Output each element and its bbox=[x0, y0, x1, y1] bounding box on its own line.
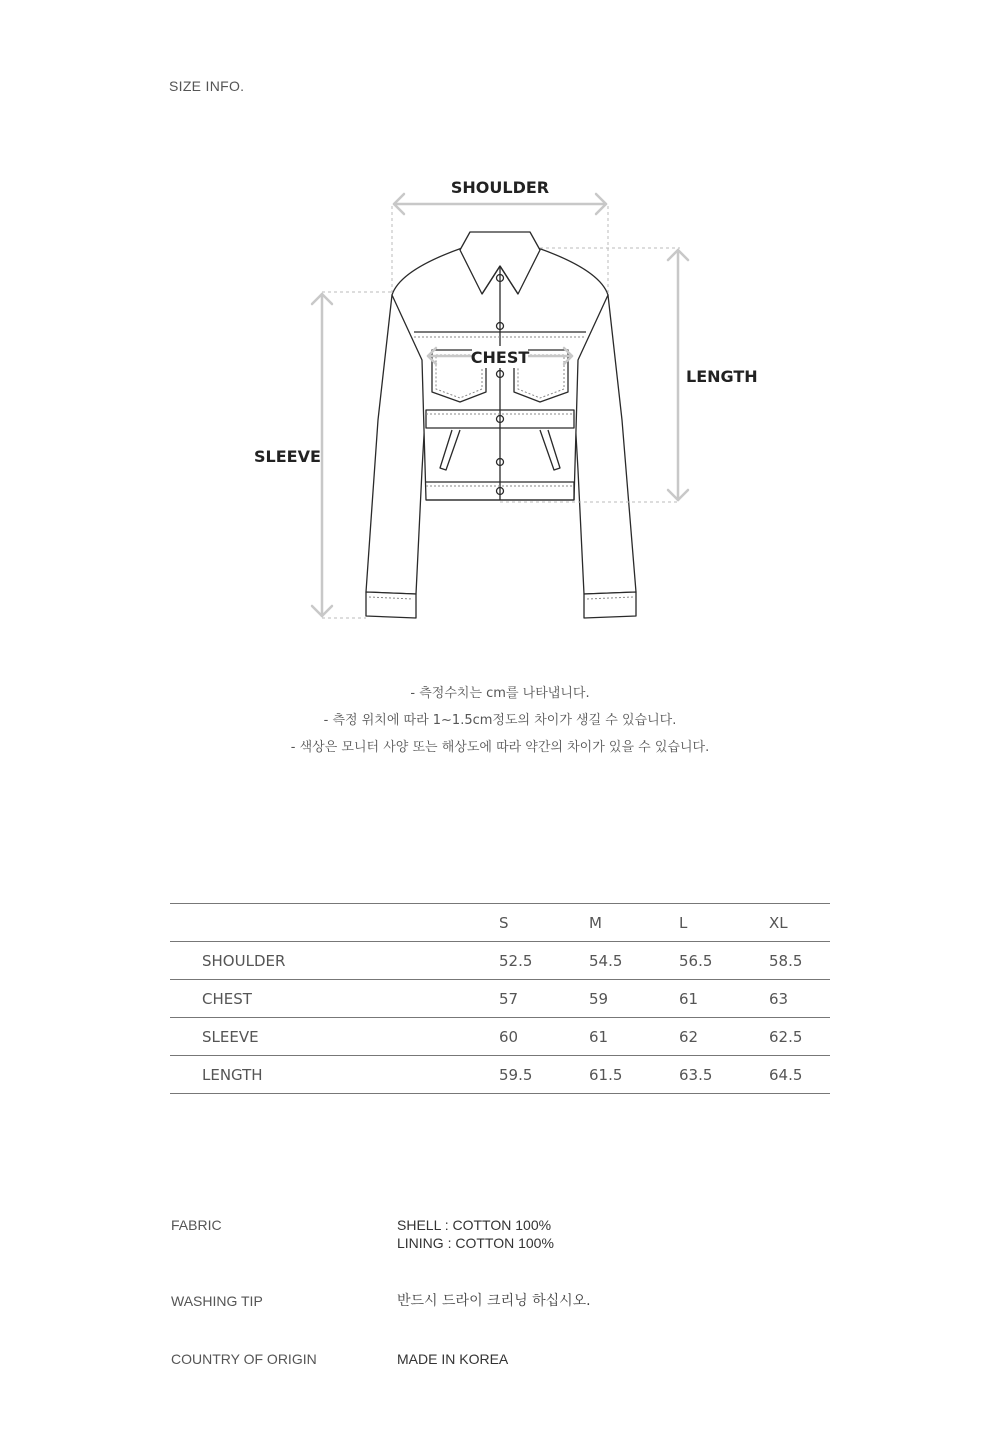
table-cell: 52.5 bbox=[499, 942, 589, 980]
country-of-origin-label: COUNTRY OF ORIGIN bbox=[171, 1351, 317, 1367]
washing-tip-value: 반드시 드라이 크리닝 하십시오. bbox=[397, 1293, 591, 1309]
table-header-row bbox=[170, 904, 830, 942]
header-cell-xl: XL bbox=[769, 904, 830, 942]
fabric-shell: SHELL : COTTON 100% bbox=[397, 1217, 552, 1233]
table-cell: 59 bbox=[589, 980, 679, 1018]
row-label: SLEEVE bbox=[170, 1018, 499, 1056]
measurement-notes bbox=[0, 680, 1000, 761]
header-cell-s: S bbox=[499, 904, 589, 942]
row-label: LENGTH bbox=[170, 1056, 499, 1094]
chest-label: CHEST bbox=[470, 348, 530, 367]
row-label: SHOULDER bbox=[170, 942, 499, 980]
shoulder-label: SHOULDER bbox=[450, 178, 550, 197]
table-cell: 61 bbox=[679, 980, 769, 1018]
table-cell: 62 bbox=[679, 1018, 769, 1056]
jacket-outline bbox=[366, 232, 636, 618]
row-label: CHEST bbox=[170, 980, 499, 1018]
note-line: - 측정수치는 cm를 나타냅니다. bbox=[410, 686, 590, 701]
note-line: - 측정 위치에 따라 1~1.5cm정도의 차이가 생길 수 있습니다. bbox=[323, 713, 677, 728]
header-cell-l: L bbox=[679, 904, 769, 942]
note-line: - 색상은 모니터 사양 또는 해상도에 따라 약간의 차이가 있을 수 있습니다. bbox=[290, 740, 710, 755]
table-cell: 60 bbox=[499, 1018, 589, 1056]
section-title: SIZE INFO. bbox=[169, 78, 245, 94]
table-row bbox=[170, 942, 830, 980]
table-cell: 57 bbox=[499, 980, 589, 1018]
table-row bbox=[170, 1018, 830, 1056]
table-cell: 61.5 bbox=[589, 1056, 679, 1094]
table-row bbox=[170, 1056, 830, 1094]
table-cell: 64.5 bbox=[769, 1056, 830, 1094]
table-cell: 63 bbox=[769, 980, 830, 1018]
country-of-origin-value: MADE IN KOREA bbox=[397, 1351, 509, 1367]
table-cell: 58.5 bbox=[769, 942, 830, 980]
table-cell: 63.5 bbox=[679, 1056, 769, 1094]
table-cell: 56.5 bbox=[679, 942, 769, 980]
header-cell-m: M bbox=[589, 904, 679, 942]
jacket-size-diagram bbox=[240, 160, 780, 640]
table-cell: 54.5 bbox=[589, 942, 679, 980]
size-table bbox=[170, 903, 830, 1094]
fabric-label: FABRIC bbox=[171, 1217, 222, 1233]
table-cell: 61 bbox=[589, 1018, 679, 1056]
header-cell bbox=[170, 904, 499, 942]
table-cell: 62.5 bbox=[769, 1018, 830, 1056]
table-cell: 59.5 bbox=[499, 1056, 589, 1094]
sleeve-label: SLEEVE bbox=[254, 447, 321, 466]
length-label: LENGTH bbox=[686, 367, 758, 386]
fabric-lining: LINING : COTTON 100% bbox=[397, 1235, 554, 1251]
table-row bbox=[170, 980, 830, 1018]
fabric-value bbox=[397, 1216, 554, 1252]
washing-tip-label: WASHING TIP bbox=[171, 1293, 263, 1309]
